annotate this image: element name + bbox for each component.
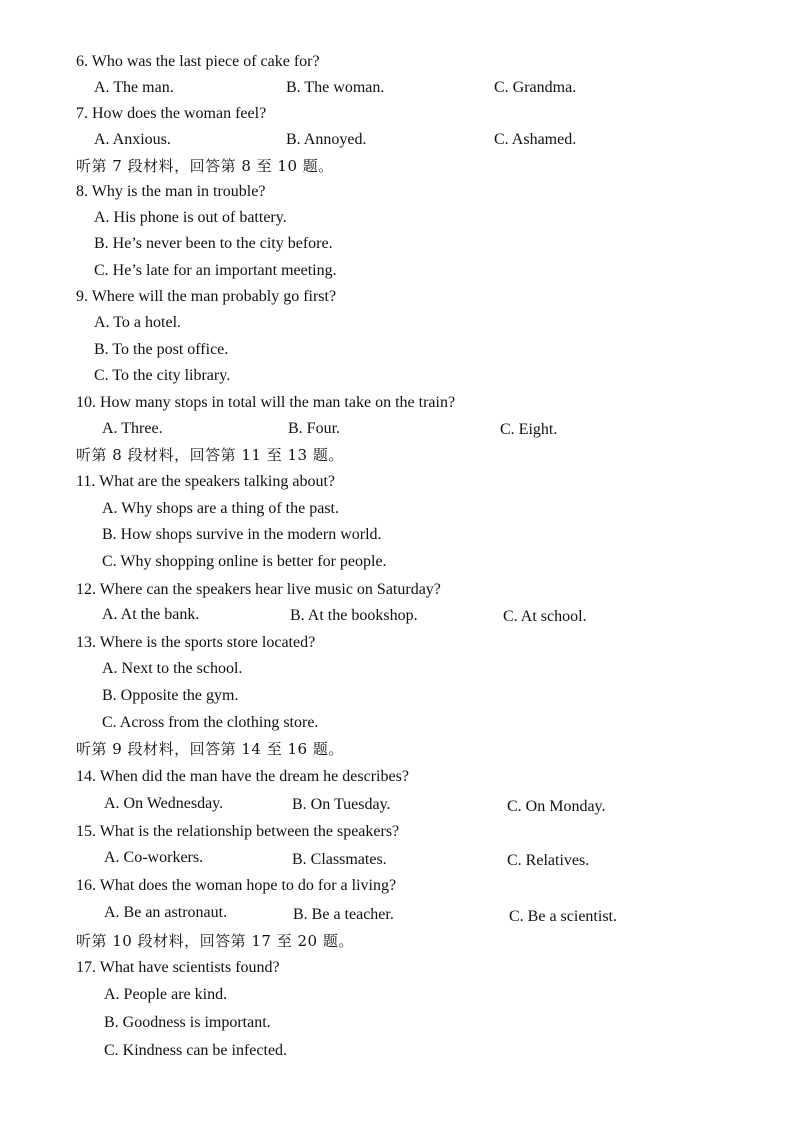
question-13-option-a: A. Next to the school. [102,660,243,677]
question-14-option-b: B. On Tuesday. [292,796,391,813]
question-15-option-c: C. Relatives. [507,852,590,869]
question-7-option-b: B. Annoyed. [286,131,367,148]
section-heading-9: 听第 9 段材料，回答第 14 至 16 题。 [76,740,344,758]
question-17-option-c: C. Kindness can be infected. [104,1042,288,1059]
question-12-stem: 12. Where can the speakers hear live music on Saturday? [76,581,441,598]
question-9-option-a: A. To a hotel. [94,314,182,331]
question-15-stem: 15. What is the relationship between the speakers? [76,823,400,840]
question-16-option-b: B. Be a teacher. [293,906,394,923]
question-11-option-c: C. Why shopping online is better for people. [102,553,387,570]
section-heading-10: 听第 10 段材料，回答第 17 至 20 题。 [76,932,354,950]
question-7-option-a: A. Anxious. [94,131,171,148]
question-11-option-b: B. How shops survive in the modern world. [102,526,382,543]
question-16-option-a: A. Be an astronaut. [104,904,228,921]
question-13-option-b: B. Opposite the gym. [102,687,239,704]
question-10-option-b: B. Four. [288,420,341,437]
question-9-option-b: B. To the post office. [94,341,229,358]
question-8-stem: 8. Why is the man in trouble? [76,183,266,200]
question-13-option-c: C. Across from the clothing store. [102,714,319,731]
question-13-stem: 13. Where is the sports store located? [76,634,316,651]
question-8-option-b: B. He’s never been to the city before. [94,235,333,252]
question-17-option-b: B. Goodness is important. [104,1014,271,1031]
question-12-option-c: C. At school. [503,608,587,625]
question-14-option-a: A. On Wednesday. [104,795,224,812]
question-12-option-a: A. At the bank. [102,606,200,623]
question-7-option-c: C. Ashamed. [494,131,577,148]
question-9-stem: 9. Where will the man probably go first? [76,288,337,305]
question-6-stem: 6. Who was the last piece of cake for? [76,53,320,70]
question-10-option-a: A. Three. [102,420,163,437]
question-16-stem: 16. What does the woman hope to do for a living? [76,877,397,894]
question-6-option-a: A. The man. [94,79,174,96]
question-8-option-c: C. He’s late for an important meeting. [94,262,337,279]
question-16-option-c: C. Be a scientist. [509,908,617,925]
question-14-stem: 14. When did the man have the dream he describes? [76,768,409,785]
question-7-stem: 7. How does the woman feel? [76,105,267,122]
question-10-option-c: C. Eight. [500,421,558,438]
question-9-option-c: C. To the city library. [94,367,231,384]
question-6-option-c: C. Grandma. [494,79,577,96]
question-6-option-b: B. The woman. [286,79,385,96]
question-15-option-a: A. Co-workers. [104,849,204,866]
question-15-option-b: B. Classmates. [292,851,387,868]
question-14-option-c: C. On Monday. [507,798,606,815]
question-10-stem: 10. How many stops in total will the man take on the train? [76,394,456,411]
question-11-option-a: A. Why shops are a thing of the past. [102,500,339,517]
question-17-option-a: A. People are kind. [104,986,228,1003]
question-17-stem: 17. What have scientists found? [76,959,280,976]
section-heading-7: 听第 7 段材料，回答第 8 至 10 题。 [76,157,334,175]
question-11-stem: 11. What are the speakers talking about? [76,473,336,490]
section-heading-8: 听第 8 段材料，回答第 11 至 13 题。 [76,446,344,464]
question-8-option-a: A. His phone is out of battery. [94,209,287,226]
question-12-option-b: B. At the bookshop. [290,607,418,624]
